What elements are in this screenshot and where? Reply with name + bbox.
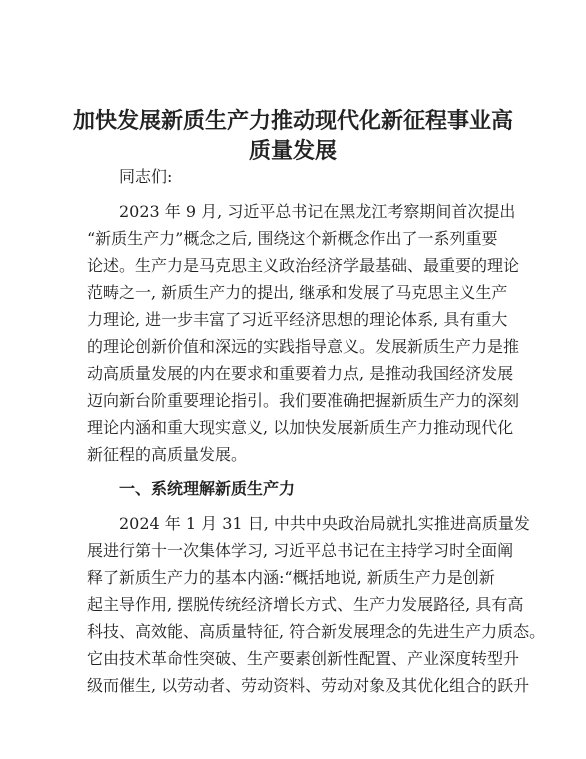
paragraph-2-line: 它由技术革命性突破、生产要素创新性配置、产业深度转型升 xyxy=(87,649,520,668)
paragraph-1-line: 的理论创新价值和深远的实践指导意义。发展新质生产力是推 xyxy=(87,337,520,356)
paragraph-1-line: 动高质量发展的内在要求和重要着力点, 是推动我国经济发展 xyxy=(87,364,514,383)
paragraph-1-line: “新质生产力”概念之后, 围绕这个新概念作出了一系列重要 xyxy=(87,229,498,248)
paragraph-1-line: 迈向新台阶重要理论指引。我们要准确把握新质生产力的深刻 xyxy=(87,391,520,410)
paragraph-1-line: 论述。生产力是马克思主义政治经济学最基础、最重要的理论 xyxy=(87,256,520,275)
paragraph-1-line: 理论内涵和重大现实意义, 以加快发展新质生产力推动现代化 xyxy=(87,418,514,437)
paragraph-2-line: 展进行第十一次集体学习, 习近平总书记在主持学习时全面阐 xyxy=(87,541,514,560)
paragraph-1-line: 新征程的高质量发展。 xyxy=(87,445,248,464)
paragraph-2-line: 2024 年 1 月 31 日, 中共中央政治局就扎实推进高质量发 xyxy=(119,514,530,533)
paragraph-2-line: 级而催生, 以劳动者、劳动资料、劳动对象及其优化组合的跃升 xyxy=(87,676,530,695)
document-title-line-2: 质量发展 xyxy=(248,138,337,164)
paragraph-2-line: 释了新质生产力的基本内涵:“概括地说, 新质生产力是创新 xyxy=(87,568,495,587)
salutation: 同志们: xyxy=(119,167,173,186)
paragraph-2-line: 科技、高效能、高质量特征, 符合新发展理念的先进生产力质态。 xyxy=(87,622,546,641)
document-title-line-1: 加快发展新质生产力推动现代化新征程事业高 xyxy=(72,108,513,134)
paragraph-1-line: 2023 年 9 月, 习近平总书记在黑龙江考察期间首次提出 xyxy=(119,202,516,221)
paragraph-2-line: 起主导作用, 摆脱传统经济增长方式、生产力发展路径, 具有高 xyxy=(87,595,524,614)
section-heading: 一、系统理解新质生产力 xyxy=(119,479,296,498)
paragraph-1-line: 范畴之一, 新质生产力的提出, 继承和发展了马克思主义生产 xyxy=(87,283,508,302)
paragraph-1-line: 力理论, 进一步丰富了习近平经济思想的理论体系, 具有重大 xyxy=(87,310,508,329)
